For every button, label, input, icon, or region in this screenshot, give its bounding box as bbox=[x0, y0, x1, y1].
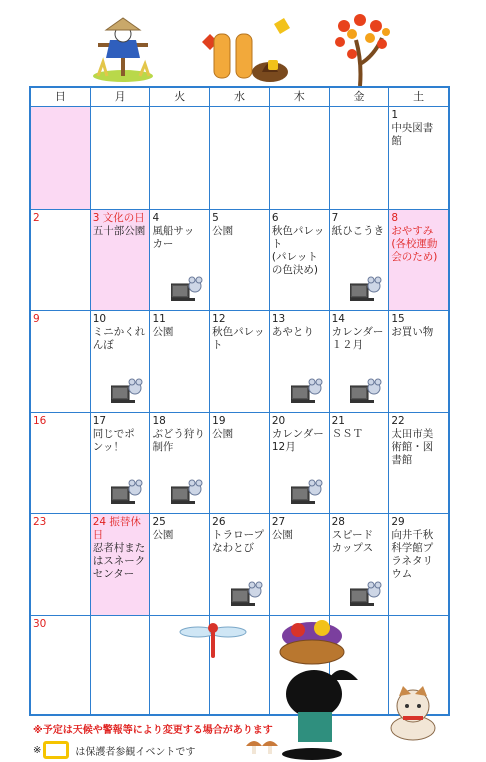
calendar-day-cell bbox=[329, 210, 389, 311]
day-event-text: 紙ひこうき bbox=[331, 224, 385, 237]
day-number: 1 bbox=[391, 109, 398, 121]
day-event-text: カレンダー 12月 bbox=[271, 427, 324, 453]
mouse-laptop-icon bbox=[171, 479, 203, 505]
day-event-text: 公園 bbox=[152, 326, 174, 338]
weekday-wed: 水 bbox=[209, 88, 269, 106]
calendar-day-cell bbox=[90, 311, 150, 412]
scarecrow-illustration bbox=[88, 10, 158, 82]
day-number: 21 bbox=[331, 414, 345, 427]
day-number: 19 bbox=[212, 414, 226, 427]
calendar-day-cell bbox=[31, 107, 90, 209]
calendar-day-cell bbox=[269, 210, 329, 311]
mouse-laptop-icon bbox=[111, 479, 143, 505]
calendar-day-cell bbox=[269, 311, 329, 412]
day-event-text: 公園 bbox=[212, 427, 234, 440]
weekday-header bbox=[31, 88, 448, 107]
calendar-day-cell bbox=[329, 107, 389, 209]
day-number: 18 bbox=[152, 414, 166, 427]
day-number: 10 bbox=[92, 313, 107, 325]
calendar-day-cell bbox=[388, 311, 448, 412]
calico-cat-illustration bbox=[383, 684, 445, 742]
weekday-mon: 月 bbox=[90, 88, 150, 106]
day-event-text: カレンダー １２月 bbox=[331, 326, 384, 351]
day-event-text: トラロープ なわとび bbox=[212, 529, 265, 554]
calendar-day-cell bbox=[269, 107, 329, 209]
weekday-fri: 金 bbox=[329, 88, 389, 106]
calendar-day-cell bbox=[269, 413, 329, 514]
calendar-day-cell bbox=[149, 514, 209, 615]
day-number: 23 bbox=[33, 516, 47, 528]
calendar-week-row bbox=[31, 209, 448, 311]
calendar-day-cell bbox=[31, 413, 90, 514]
mouse-laptop-icon bbox=[231, 581, 263, 607]
day-number: 17 bbox=[92, 414, 107, 427]
calendar-day-cell bbox=[90, 514, 150, 615]
day-event-text: おやすみ (各校運動 会のため) bbox=[391, 224, 438, 263]
day-number: 14 bbox=[331, 313, 345, 325]
calendar-week-row bbox=[31, 107, 448, 209]
mushroom-icon bbox=[244, 736, 280, 756]
legend-text: は保護者参観イベントです bbox=[75, 746, 196, 758]
calendar-day-cell bbox=[31, 514, 90, 615]
calendar-day-cell bbox=[209, 311, 269, 412]
calendar-day-cell bbox=[209, 107, 269, 209]
day-number: 16 bbox=[33, 414, 47, 427]
day-event-text: 秋色パレッ ト bbox=[212, 326, 265, 351]
dragonfly-illustration bbox=[178, 622, 248, 662]
day-event-text: 中央図書 館 bbox=[391, 122, 434, 147]
day-event-text: 風船サッ カー bbox=[152, 224, 195, 250]
calendar-day-cell bbox=[149, 413, 209, 514]
mouse-laptop-icon bbox=[291, 378, 323, 404]
day-number: 26 bbox=[212, 516, 226, 528]
mouse-laptop-icon bbox=[291, 479, 323, 505]
calendar-day-cell bbox=[149, 311, 209, 412]
day-number: 8 bbox=[391, 211, 398, 224]
day-number: 11 bbox=[152, 313, 166, 325]
calendar-day-cell bbox=[31, 311, 90, 412]
day-number: 4 bbox=[152, 211, 160, 224]
calendar-day-cell bbox=[90, 107, 150, 209]
calendar-week-row bbox=[31, 412, 448, 514]
calendar-day-cell bbox=[269, 514, 329, 615]
day-event-text: ミニかくれ んぼ bbox=[92, 326, 146, 351]
mouse-laptop-icon bbox=[111, 378, 143, 404]
calendar-day-cell bbox=[329, 413, 389, 514]
day-event-text: ＳＳＴ bbox=[331, 427, 364, 440]
day-number: 22 bbox=[391, 414, 405, 427]
day-event-text: ぶどう狩り 制作 bbox=[152, 427, 205, 453]
day-event-text: お買い物 bbox=[391, 326, 434, 338]
day-event-text: 公園 bbox=[271, 529, 293, 541]
mouse-laptop-icon bbox=[171, 276, 203, 302]
calendar-week-row bbox=[31, 513, 448, 615]
day-event-text: 五十部公園 bbox=[92, 224, 146, 237]
day-number: 30 bbox=[33, 617, 47, 630]
calendar-day-cell bbox=[31, 210, 90, 311]
day-number: 6 bbox=[271, 211, 279, 224]
calendar-day-cell bbox=[90, 616, 150, 717]
day-event-text: 公園 bbox=[212, 224, 234, 237]
day-event-text: あやとり bbox=[271, 326, 314, 338]
calendar-day-cell bbox=[90, 413, 150, 514]
calendar-day-cell bbox=[209, 514, 269, 615]
weekday-tue: 火 bbox=[149, 88, 209, 106]
calendar-day-cell bbox=[209, 413, 269, 514]
day-number: 25 bbox=[152, 516, 166, 528]
day-number: 2 bbox=[33, 211, 40, 224]
maple-tree-illustration bbox=[330, 10, 394, 86]
day-number: 9 bbox=[33, 313, 40, 325]
legend-yellow-box bbox=[43, 741, 69, 759]
day-number: 28 bbox=[331, 516, 345, 528]
day-number: 15 bbox=[391, 313, 405, 325]
mouse-laptop-icon bbox=[350, 276, 382, 302]
day-number: 13 bbox=[271, 313, 286, 325]
day-number: 5 bbox=[212, 211, 219, 224]
calendar-day-cell bbox=[149, 210, 209, 311]
calendar-day-cell bbox=[388, 413, 448, 514]
calendar-day-cell bbox=[149, 107, 209, 209]
day-number: 24 振替休日 bbox=[92, 516, 141, 541]
day-number: 20 bbox=[271, 414, 286, 427]
day-event-text: 太田市美 術館・図 書館 bbox=[391, 427, 434, 466]
calendar-day-cell bbox=[388, 107, 448, 209]
calendar-day-cell bbox=[90, 210, 150, 311]
day-event-text: 公園 bbox=[152, 529, 174, 541]
ninja-cat-basket-illustration bbox=[268, 616, 372, 762]
day-number: 7 bbox=[331, 211, 339, 224]
day-event-text: 向井千秋 科学館プ ラネタリ ウム bbox=[391, 529, 434, 580]
calendar-week-row bbox=[31, 310, 448, 412]
weather-notice: ※予定は天候や警報等により変更する場合があります bbox=[33, 725, 273, 736]
day-event-text: スピード カップス bbox=[331, 529, 374, 554]
day-number: 29 bbox=[391, 516, 405, 528]
calendar-day-cell bbox=[329, 514, 389, 615]
calendar-day-cell bbox=[329, 311, 389, 412]
calendar-day-cell bbox=[388, 514, 448, 615]
weekday-thu: 木 bbox=[269, 88, 329, 106]
mouse-laptop-icon bbox=[350, 581, 382, 607]
mouse-laptop-icon bbox=[350, 378, 382, 404]
day-number: 3 文化の日 bbox=[92, 211, 145, 224]
weekday-sun: 日 bbox=[54, 90, 66, 103]
legend-note bbox=[33, 741, 195, 759]
november-chestnut-logo bbox=[192, 12, 302, 84]
calendar-day-cell bbox=[209, 210, 269, 311]
legend-prefix: ※ bbox=[33, 744, 42, 756]
day-event-text: 忍者村また はスネーク センター bbox=[92, 542, 146, 580]
calendar-day-cell bbox=[388, 210, 448, 311]
day-event-text: 同じでポ ンッ！ bbox=[92, 427, 135, 453]
calendar-day-cell bbox=[31, 616, 90, 717]
day-number: 12 bbox=[212, 313, 226, 325]
day-number: 27 bbox=[271, 516, 286, 528]
weekday-sat: 土 bbox=[388, 88, 448, 106]
day-event-text: 秋色パレッ ト (パレット の色決め) bbox=[271, 224, 325, 276]
